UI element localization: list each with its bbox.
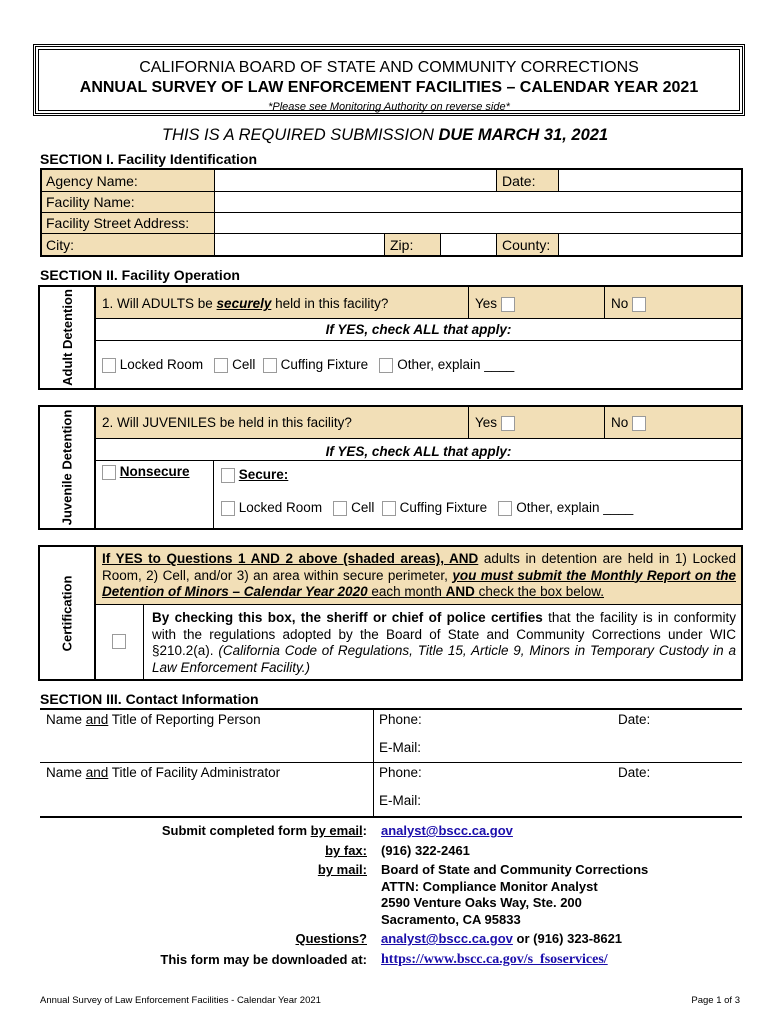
county-label: County: xyxy=(502,237,551,253)
secure-option: Secure: xyxy=(221,467,288,483)
questions-contact: analyst@bscc.ca.gov or (916) 323-8621 xyxy=(381,931,623,946)
q1-yes-option: Yes xyxy=(475,296,515,312)
date-label: Date: xyxy=(502,173,536,189)
street-address-label: Facility Street Address: xyxy=(46,215,190,231)
q1-cell-checkbox[interactable] xyxy=(214,358,228,373)
certification-statement: By checking this box, the sheriff or chief of police certifies that the facility is in conformity with the regulations adopted by the Board of State and Community Corrections under WIC §210.2(a). (California Code of Regulations, Title 15, Article 9, Minors in Temporary Custody in a Law Enforcement Facility.) xyxy=(152,610,737,675)
facility-name-input[interactable] xyxy=(216,192,740,211)
reporting-email-label: E-Mail: xyxy=(379,740,422,755)
admin-date-label: Date: xyxy=(618,765,651,780)
question-2: 2. Will JUVENILES be held in this facility? xyxy=(102,415,352,430)
city-input[interactable] xyxy=(216,235,383,254)
q1-cuffing-checkbox[interactable] xyxy=(263,358,277,373)
q2-cell-checkbox[interactable] xyxy=(333,501,347,516)
questions-email-link[interactable]: analyst@bscc.ca.gov xyxy=(381,931,513,946)
q1-no-checkbox[interactable] xyxy=(632,297,646,312)
mailing-address: Board of State and Community Corrections ATTN: Compliance Monitor Analyst 2590 Venture Oaks Way, Ste. 200 Sacramento, CA 95833 xyxy=(381,862,649,927)
q2-no-checkbox[interactable] xyxy=(632,416,646,431)
required-submission: THIS IS A REQUIRED SUBMISSION DUE MARCH 31, 2021 xyxy=(161,126,609,144)
nonsecure-checkbox[interactable] xyxy=(102,465,116,480)
q2-yes-checkbox[interactable] xyxy=(501,416,515,431)
nonsecure-option: Nonsecure xyxy=(102,464,190,480)
header-note: *Please see Monitoring Authority on reverse side* xyxy=(268,101,510,113)
submit-by-email-label: Submit completed form by email: xyxy=(161,823,367,838)
date-input[interactable] xyxy=(560,171,740,190)
header-title: ANNUAL SURVEY OF LAW ENFORCEMENT FACILITIES – CALENDAR YEAR 2021 xyxy=(79,79,699,96)
footer-title: Annual Survey of Law Enforcement Facilities - Calendar Year 2021 xyxy=(40,995,321,1006)
q1-yes-checkbox[interactable] xyxy=(501,297,515,312)
q2-no-option: No xyxy=(611,415,646,431)
by-mail-label: by mail: xyxy=(317,862,367,877)
q1-check-all: If YES, check ALL that apply: xyxy=(325,322,512,337)
section3-title: SECTION III. Contact Information xyxy=(40,691,259,707)
section2-title: SECTION II. Facility Operation xyxy=(40,267,240,283)
q1-options: Locked Room Cell Cuffing Fixture Other, explain ____ xyxy=(102,357,514,373)
by-fax-label: by fax: xyxy=(325,843,367,858)
q2-other-checkbox[interactable] xyxy=(498,501,512,516)
download-url-link[interactable]: https://www.bscc.ca.gov/s_fsoservices/ xyxy=(381,952,608,967)
certification-checkbox[interactable] xyxy=(112,634,126,649)
reporting-person-label: Name and Title of Reporting Person xyxy=(46,712,261,727)
q2-yes-option: Yes xyxy=(475,415,515,431)
county-input[interactable] xyxy=(560,235,740,254)
form-header xyxy=(33,44,745,116)
admin-email-label: E-Mail: xyxy=(379,793,422,808)
zip-label: Zip: xyxy=(390,237,414,253)
reporting-phone-label: Phone: xyxy=(379,712,422,727)
juvenile-detention-label: Juvenile Detention xyxy=(59,409,75,526)
q2-check-all: If YES, check ALL that apply: xyxy=(325,444,512,459)
reporting-date-label: Date: xyxy=(618,712,651,727)
city-label: City: xyxy=(46,237,74,253)
agency-name-input[interactable] xyxy=(216,171,495,190)
due-date: DUE MARCH 31, 2021 xyxy=(438,126,609,144)
q1-locked-room-checkbox[interactable] xyxy=(102,358,116,373)
page-number: Page 1 of 3 xyxy=(691,995,740,1006)
administrator-label: Name and Title of Facility Administrator xyxy=(46,765,281,780)
header-agency: CALIFORNIA BOARD OF STATE AND COMMUNITY CORRECTIONS xyxy=(139,59,639,76)
certification-label: Certification xyxy=(59,575,75,651)
street-address-input[interactable] xyxy=(216,213,740,232)
facility-name-label: Facility Name: xyxy=(46,194,135,210)
q2-cuffing-checkbox[interactable] xyxy=(382,501,396,516)
certification-instructions: If YES to Questions 1 AND 2 above (shaded areas), AND adults in detention are held in 1) Locked Room, 2) Cell, and/or 3) an area within secure perimeter, you must submit the Monthly Report on the Detention of Minors – Calendar Year 2020 each month AND check the box below. xyxy=(102,551,736,599)
q2-locked-room-checkbox[interactable] xyxy=(221,501,235,516)
q1-no-option: No xyxy=(611,296,646,312)
secure-checkbox[interactable] xyxy=(221,468,235,483)
fax-number: (916) 322-2461 xyxy=(381,843,470,858)
adult-detention-label: Adult Detention xyxy=(59,289,75,386)
section1-title: SECTION I. Facility Identification xyxy=(40,151,258,167)
questions-label: Questions? xyxy=(295,931,367,946)
admin-phone-label: Phone: xyxy=(379,765,422,780)
q2-secure-options: Locked Room Cell Cuffing Fixture Other, explain ____ xyxy=(221,500,633,516)
agency-name-label: Agency Name: xyxy=(46,173,138,189)
q1-other-checkbox[interactable] xyxy=(379,358,393,373)
submit-email-link[interactable]: analyst@bscc.ca.gov xyxy=(381,823,513,838)
zip-input[interactable] xyxy=(442,235,495,254)
question-1: 1. Will ADULTS be securely held in this facility? xyxy=(102,296,389,311)
download-label: This form may be downloaded at: xyxy=(160,952,367,967)
